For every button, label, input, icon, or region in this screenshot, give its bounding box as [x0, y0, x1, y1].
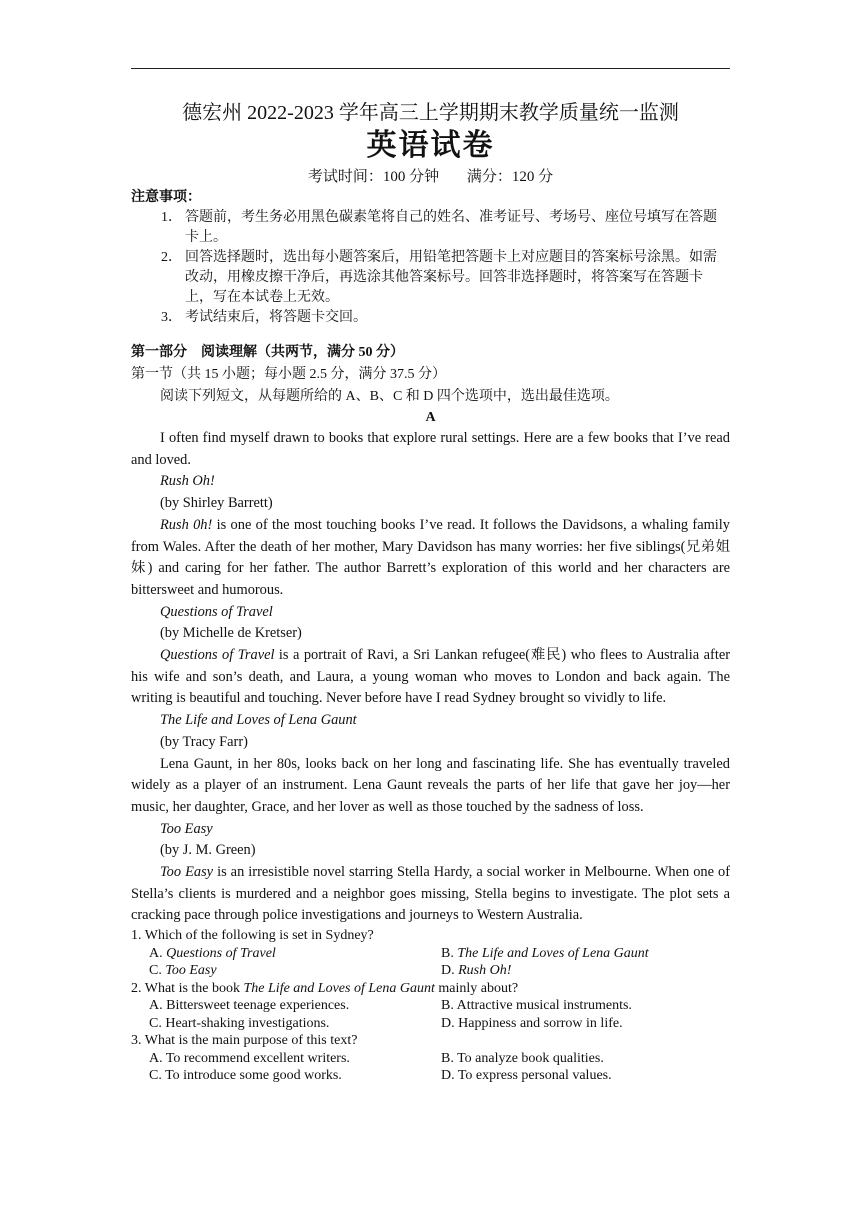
notice-num: 1．	[161, 210, 182, 225]
notice-list	[131, 208, 730, 328]
book-description	[131, 754, 730, 819]
book-desc-text: is one of the most touching books I’ve read. It follows the Davidsons, a whaling family from Wales. After the death of her mother, Mary Davidson has many worries: her five siblings(兄弟姐妹) and caring for her father. The author Barrett’s exploration of this world and her characters are bittersweet and humorous.	[131, 516, 730, 598]
passage-label: A	[425, 410, 436, 425]
option-letter: B.	[441, 998, 457, 1014]
part-heading: 第一部分 阅读理解（共两节，满分 50 分）	[131, 345, 404, 360]
question-stem	[131, 980, 730, 998]
book-title: Questions of Travel	[160, 603, 273, 620]
book-author: (by Shirley Barrett)	[160, 495, 273, 512]
option-c[interactable]	[149, 1067, 441, 1085]
book-title: Too Easy	[160, 820, 213, 837]
option-letter: A.	[149, 998, 167, 1014]
exam-page	[131, 100, 730, 1085]
exam-score: 满分：120 分	[466, 169, 554, 185]
book-author: (by J. M. Green)	[160, 842, 256, 859]
exam-time: 考试时间：100 分钟	[307, 169, 440, 185]
book-description	[131, 645, 730, 710]
book-desc-title: Questions of Travel	[160, 647, 275, 664]
question-text: 3. What is the main purpose of this text?	[131, 1033, 358, 1049]
notice-heading: 注意事项：	[131, 190, 201, 205]
book-description	[131, 515, 730, 602]
option-letter: D.	[441, 1068, 458, 1084]
option-letter: C.	[149, 1068, 166, 1084]
notice-text: 答题前，考生务必用黑色碳素笔将自己的姓名、准考证号、考场号、座位号填写在答题卡上。	[185, 210, 717, 245]
option-text: Attractive musical instruments.	[456, 998, 632, 1014]
option-letter: A.	[149, 1050, 166, 1066]
option-a[interactable]	[149, 1050, 441, 1068]
book-description	[131, 862, 730, 927]
option-text: Rush Oh!	[458, 963, 512, 979]
section-instruction: 阅读下列短文，从每题所给的 A、B、C 和 D 四个选项中，选出最佳选项。	[160, 389, 619, 404]
question-options	[131, 945, 730, 980]
exam-title: 德宏州 2022-2023 学年高三上学期期末教学质量统一监测	[182, 102, 679, 124]
option-text: Happiness and sorrow in life.	[458, 1015, 623, 1031]
book-desc-title: Too Easy	[160, 864, 214, 881]
option-text: To introduce some good works.	[165, 1068, 342, 1084]
option-d[interactable]	[441, 1015, 741, 1033]
question-options	[131, 997, 730, 1032]
question-text: 1. Which of the following is set in Sydney?	[131, 928, 374, 944]
option-d[interactable]	[441, 962, 741, 980]
notice-item	[161, 308, 730, 328]
option-text: To express personal values.	[457, 1068, 612, 1084]
exam-subject: 英语试卷	[366, 129, 495, 162]
book-desc-title: Rush 0h!	[160, 516, 213, 533]
option-d[interactable]	[441, 1067, 741, 1085]
option-b[interactable]	[441, 997, 741, 1015]
option-text: To analyze book qualities.	[457, 1050, 604, 1066]
option-text: To recommend excellent writers.	[165, 1050, 350, 1066]
notice-text: 回答选择题时，选出每小题答案后，用铅笔把答题卡上对应题目的答案标号涂黑。如需改动，用橡皮擦干净后，再选涂其他答案标号。回答非选择题时，将答案写在答题卡上，写在本试卷上无效。	[185, 250, 717, 305]
option-c[interactable]	[149, 962, 441, 980]
option-text: Too Easy	[165, 963, 217, 979]
book-author: (by Michelle de Kretser)	[160, 625, 302, 642]
option-letter: C.	[149, 1015, 166, 1031]
option-text: The Life and Loves of Lena Gaunt	[457, 945, 649, 961]
option-b[interactable]	[441, 945, 741, 963]
option-letter: A.	[149, 945, 167, 961]
notice-text: 考试结束后，将答题卡交回。	[185, 310, 367, 325]
question-stem	[131, 1032, 730, 1050]
question-text: mainly about?	[434, 980, 519, 996]
option-letter: B.	[441, 1050, 458, 1066]
option-letter: D.	[441, 1015, 459, 1031]
exam-meta	[131, 166, 730, 188]
book-title: The Life and Loves of Lena Gaunt	[160, 712, 357, 729]
option-text: Heart-shaking investigations.	[165, 1015, 330, 1031]
notice-item	[161, 248, 730, 308]
option-a[interactable]	[149, 997, 441, 1015]
question-italic-title: The Life and Loves of Lena Gaunt	[243, 980, 435, 996]
question-text: 2. What is the book	[131, 980, 244, 996]
question-stem	[131, 927, 730, 945]
notice-num: 2．	[161, 250, 182, 265]
option-text: Questions of Travel	[166, 945, 276, 961]
passage-intro: I often find myself drawn to books that explore rural settings. Here are a few books that I’ve read and loved.	[131, 430, 730, 468]
section-heading: 第一节（共 15 小题；每小题 2.5 分，满分 37.5 分）	[131, 367, 446, 382]
book-title: Rush Oh!	[160, 473, 215, 490]
option-letter: B.	[441, 945, 458, 961]
book-desc-text: Lena Gaunt, in her 80s, looks back on her long and fascinating life. She has eventually traveled widely as a player of an instrument. Lena Gaunt reveals the parts of her life that gave her joy—her music, her daughter, Grace, and her lover as well as those touched by the sadness of loss.	[131, 755, 730, 815]
book-desc-text: is a portrait of Ravi, a Sri Lankan refugee(难民) who flees to Australia after his wife and son’s death, and Laura, a young woman who moves to London and back again. The writing is beautiful and touching. Never before have I read Sydney brought so vividly to life.	[131, 647, 730, 707]
option-b[interactable]	[441, 1050, 741, 1068]
book-desc-text: is an irresistible novel starring Stella Hardy, a social worker in Melbourne. When one of Stella’s clients is murdered and a neighbor goes missing, Stella begins to investigate. The plot sets a cracking pace through police investigations and journeys to Western Australia.	[131, 864, 730, 924]
option-c[interactable]	[149, 1015, 441, 1033]
header-rule	[131, 68, 730, 69]
notice-item	[161, 208, 730, 248]
option-letter: C.	[149, 963, 166, 979]
notice-num: 3．	[161, 310, 182, 325]
option-a[interactable]	[149, 945, 441, 963]
option-letter: D.	[441, 963, 459, 979]
option-text: Bittersweet teenage experiences.	[166, 998, 350, 1014]
question-options	[131, 1050, 730, 1085]
book-author: (by Tracy Farr)	[160, 733, 248, 750]
